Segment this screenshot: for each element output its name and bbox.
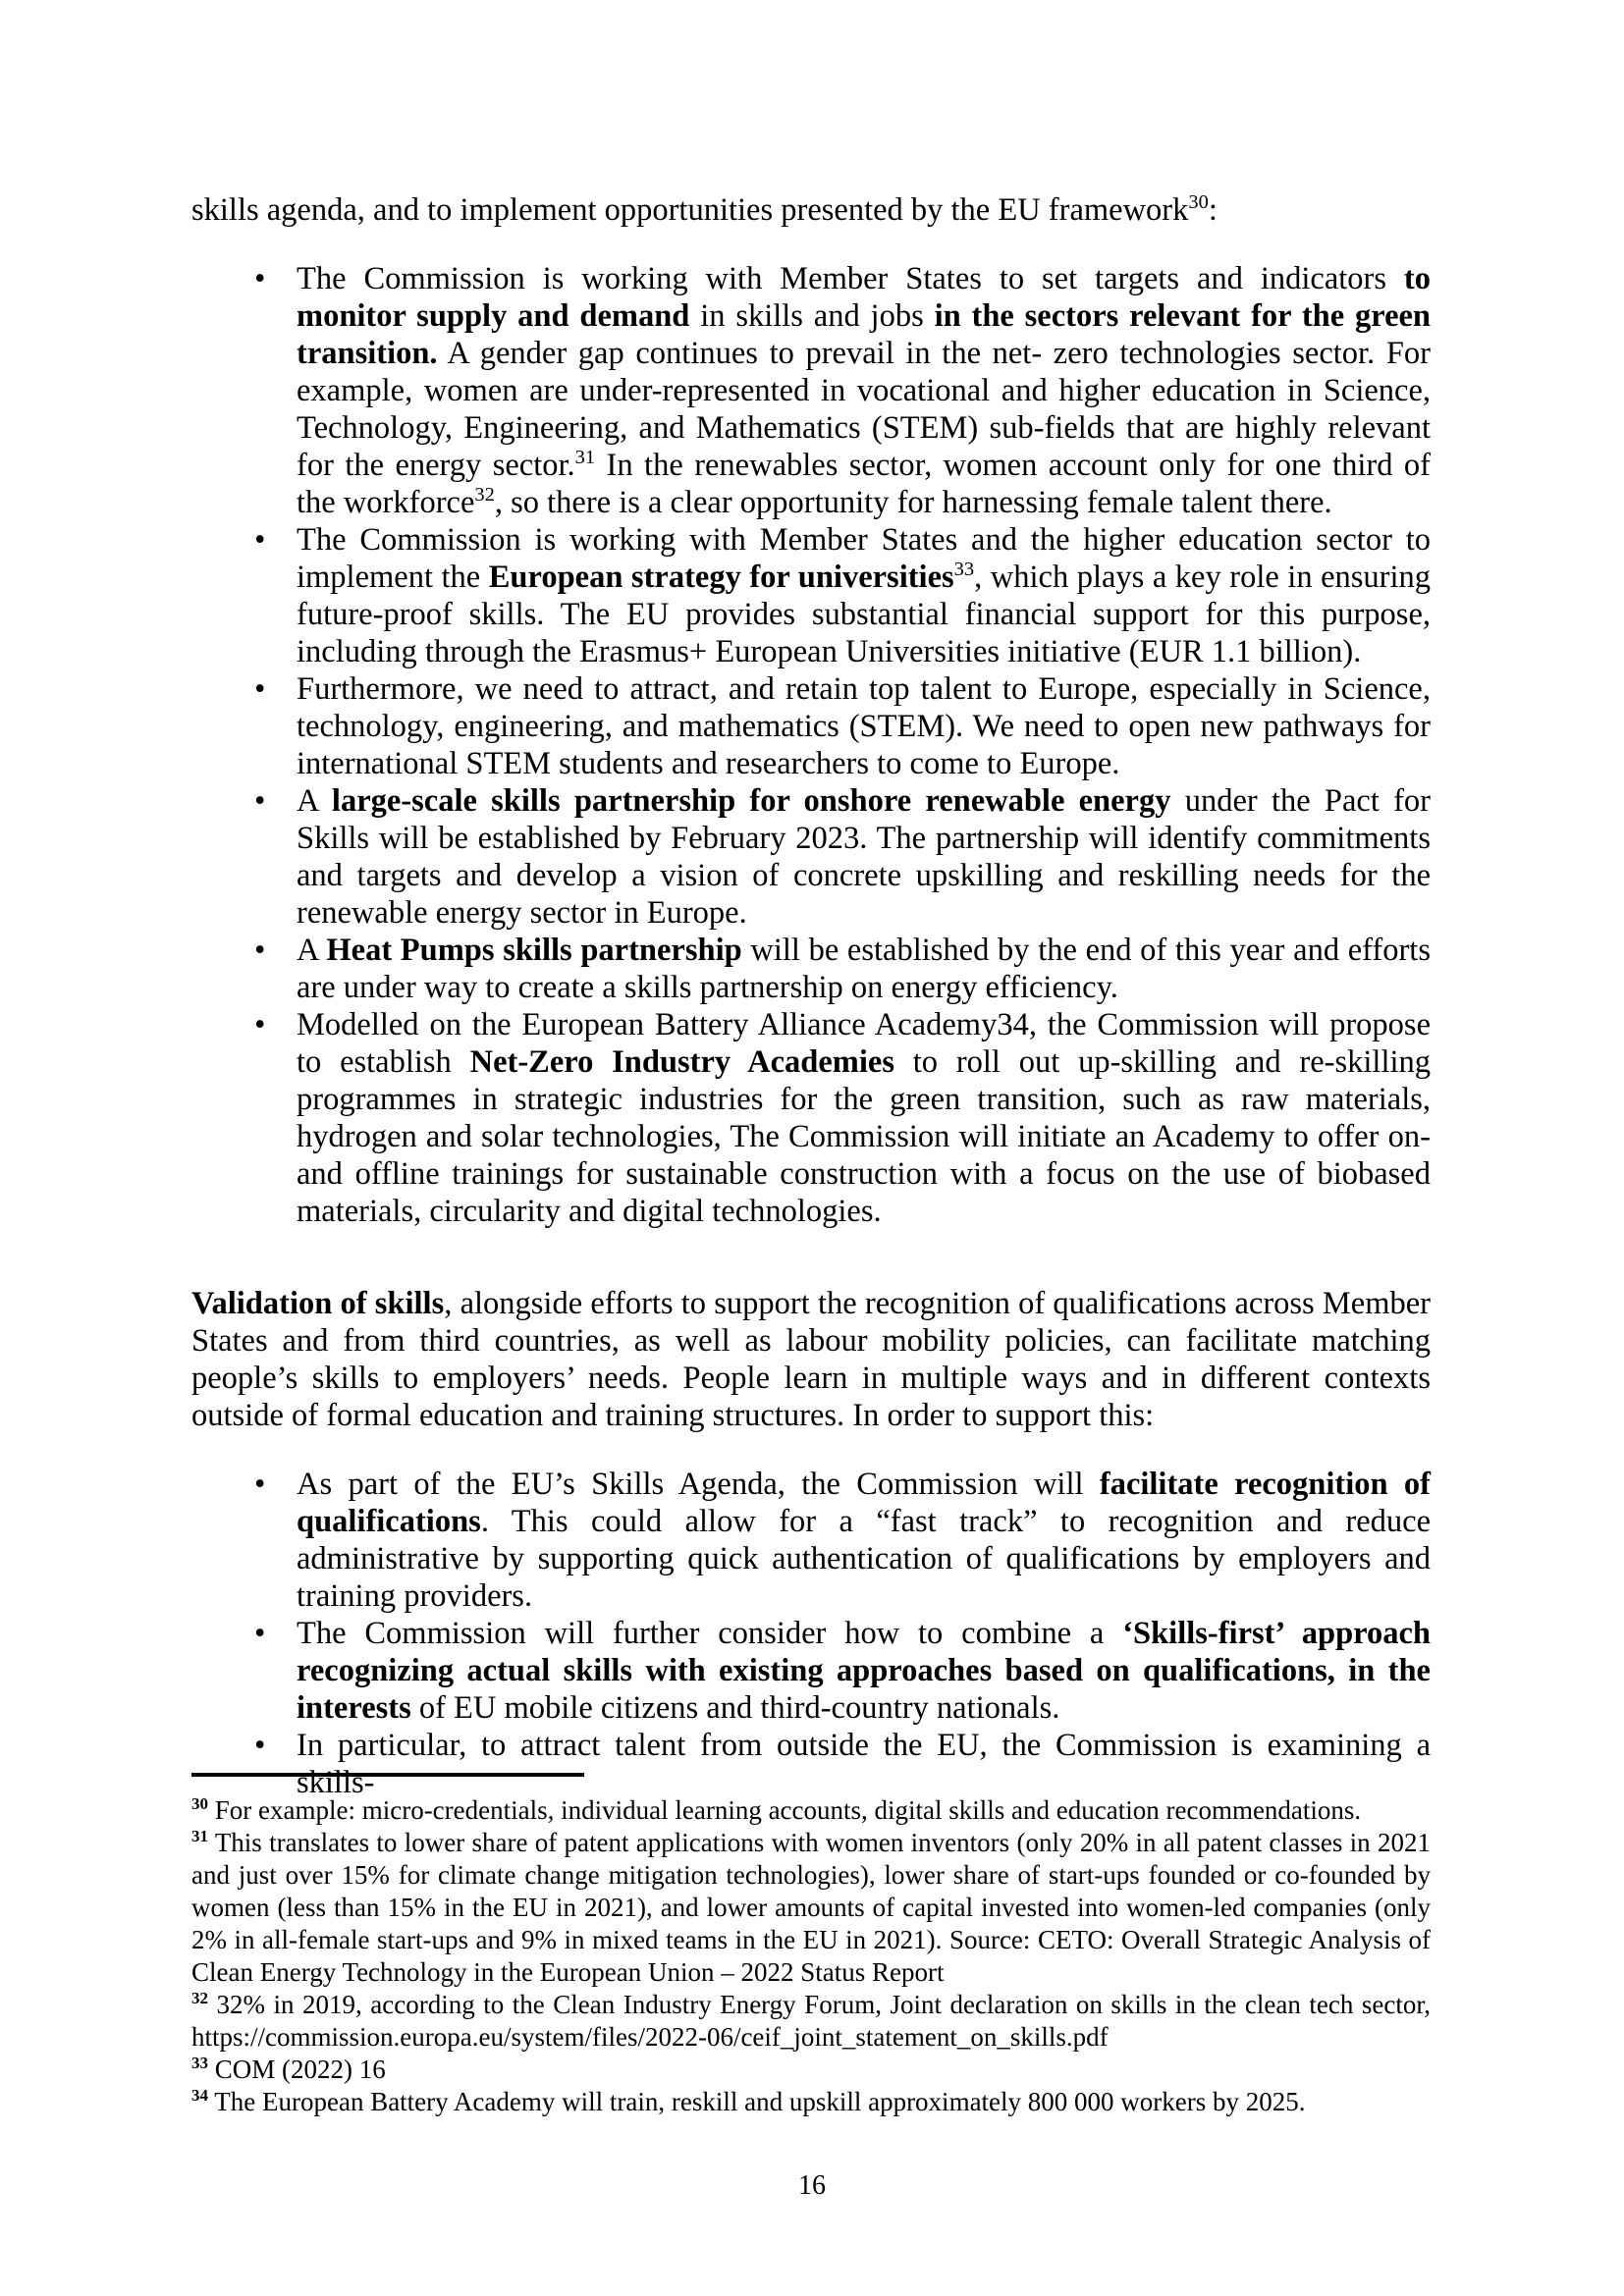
page-number: 16 — [798, 2170, 826, 2201]
footnote-33-number: 33 — [191, 2054, 208, 2072]
footnote-32-text: 32% in 2019, according to the Clean Industry Energy Forum, Joint declaration on skills in the clean tech sector, https://commission.europa.eu/system/files/2022-06/ceif_joint_statement_on_skills.pdf — [191, 1990, 1431, 2052]
footnote-32 — [191, 1989, 1431, 2054]
page-content — [191, 191, 1431, 1801]
footnote-34-text: The European Battery Academy will train, reskill and upskill approximately 800 000 workers by 2025. — [208, 2087, 1306, 2116]
footnote-34 — [191, 2086, 1431, 2118]
bullet-item-skills-first-approach: • The Commission will further consider how to combine a ‘Skills-first’ approach recognizing actual skills with existing approaches based on qualifications, in the interests of EU mobile citizens and third-country nationals. — [191, 1615, 1431, 1727]
footnote-31-text: This translates to lower share of patent applications with women inventors (only 20% in all patent classes in 2021 and just over 15% for climate change mitigation technologies), lower share of start-ups founded or co-founded by women (less than 15% in the EU in 2021), and lower amounts of capital invested into women-led companies (only 2% in all-female start-ups and 9% in mixed teams in the EU in 2021). Source: CETO: Overall Strategic Analysis of Clean Energy Technology in the European Union – 2022 Status Report — [191, 1828, 1431, 1987]
footnotes-section — [191, 1773, 1431, 2118]
footnote-32-number: 32 — [191, 1989, 208, 2007]
intro-paragraph: skills agenda, and to implement opportunities presented by the EU framework$^{30}$: — [191, 191, 1218, 228]
bullet-item-onshore-renewables-partnership: • A large-scale skills partnership for onshore renewable energy under the Pact for Skills will be established by February 2023. The partnership will identify commitments and targets and develop a vision of concrete upskilling and reskilling needs for the renewable energy sector in Europe. — [191, 782, 1431, 932]
bullet-item-attract-talent: • In particular, to attract talent from outside the EU, the Commission is examining a skills- — [191, 1727, 1431, 1801]
bullet-item-stem-talent: • Furthermore, we need to attract, and retain top talent to Europe, especially in Science, technology, engineering, and mathematics (STEM). We need to open new pathways for international STEM students and researchers to come to Europe. — [191, 670, 1431, 782]
footnote-31 — [191, 1827, 1431, 1989]
footnote-30-text: For example: micro-credentials, individual learning accounts, digital skills and education recommendations. — [208, 1795, 1362, 1825]
validation-of-skills-paragraph: Validation of skills, alongside efforts to support the recognition of qualifications across Member States and from third countries, as well as labour mobility policies, can facilitate matching people’s skills to employers’ needs. People learn in multiple ways and in different contexts outside of formal education and training structures. In order to support this: — [191, 1286, 1431, 1433]
footnote-30 — [191, 1794, 1431, 1827]
footnote-34-number: 34 — [191, 2086, 208, 2105]
footnote-separator-rule — [191, 1773, 584, 1777]
footnote-31-number: 31 — [191, 1827, 208, 1845]
footnote-30-number: 30 — [191, 1794, 208, 1813]
footnote-33-text: COM (2022) 16 — [208, 2055, 386, 2084]
bullet-item-recognition-qualifications: • As part of the EU’s Skills Agenda, the Commission will facilitate recognition of qualifications. This could allow for a “fast track” to recognition and reduce administrative by supporting quick authentication of qualifications by employers and training providers. — [191, 1466, 1431, 1615]
bullet-item-net-zero-academies: • Modelled on the European Battery Alliance Academy34, the Commission will propose to establish Net-Zero Industry Academies to roll out up-skilling and re-skilling programmes in strategic industries for the green transition, such as raw materials, hydrogen and solar technologies, The Commission will initiate an Academy to offer on- and offline trainings for sustainable construction with a focus on the use of biobased materials, circularity and digital technologies. — [191, 1006, 1431, 1230]
bullet-item-heat-pumps-partnership: • A Heat Pumps skills partnership will be established by the end of this year and efforts are under way to create a skills partnership on energy efficiency. — [191, 932, 1431, 1006]
bullet-list-qualifications — [191, 1466, 1431, 1801]
bullet-item-universities-strategy: • The Commission is working with Member States and the higher education sector to implement the European strategy for universities$^{33}$, which plays a key role in ensuring future-proof skills. The EU provides substantial financial support for this purpose, including through the Erasmus+ European Universities initiative (EUR 1.1 billion). — [191, 521, 1431, 670]
footnote-33 — [191, 2054, 1431, 2086]
bullet-item-supply-demand: • The Commission is working with Member States to set targets and indicators to monitor supply and demand in skills and jobs in the sectors relevant for the green transition. A gender gap continues to prevail in the net- zero technologies sector. For example, women are under-represented in vocational and higher education in Science, Technology, Engineering, and Mathematics (STEM) sub-fields that are highly relevant for the energy sector.$^{31}$ In the renewables sector, women account only for one third of the workforce$^{32}$, so there is a clear opportunity for harnessing female talent there. — [191, 260, 1431, 521]
bullet-list-green-transition — [191, 260, 1431, 1230]
